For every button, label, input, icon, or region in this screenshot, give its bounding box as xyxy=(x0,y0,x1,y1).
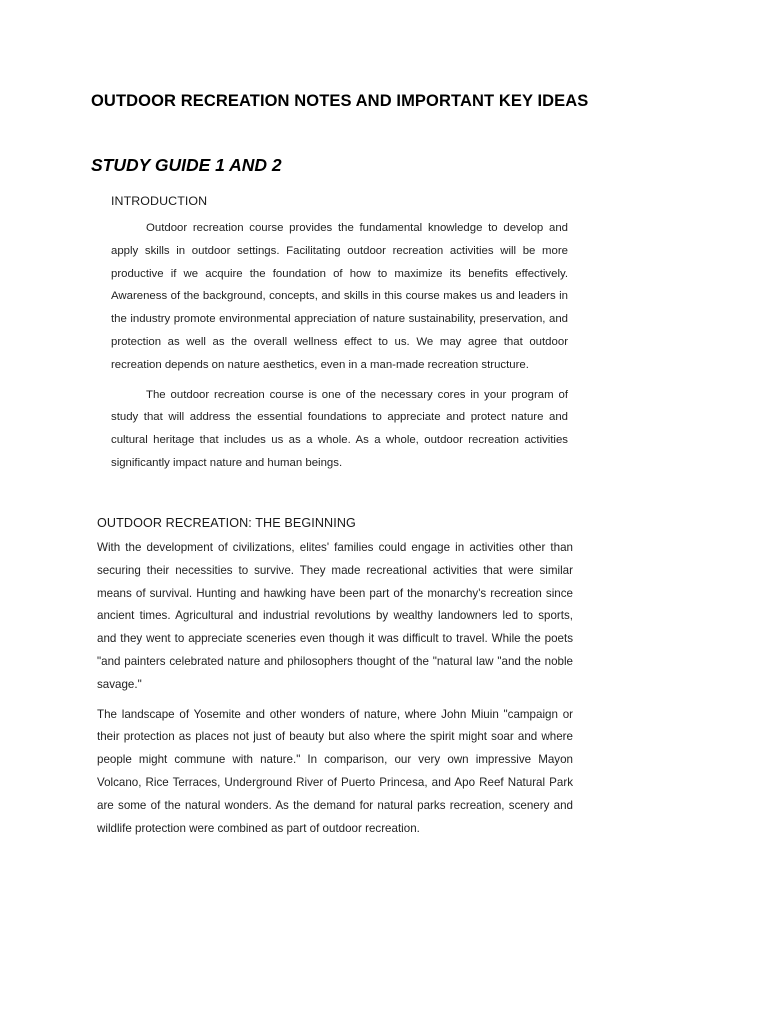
introduction-paragraph-2: The outdoor recreation course is one of the necessary cores in your program of study that will address the essential foundations to appreciate and protect nature and cultural heritage that includes us as a whole. As a whole, outdoor recreation activities significantly impact nature and human beings. xyxy=(111,388,568,469)
introduction-paragraph-1: Outdoor recreation course provides the fundamental knowledge to develop and apply skills in outdoor settings. Facilitating outdoor recreation activities will be more productive if we acquire the foundation of how to maximize its benefits effectively. Awareness of the background, concepts, and skills in this course makes us and leaders in the industry promote environmental appreciation of nature sustainability, preservation, and protection as well as the overall wellness effect to us. We may agree that outdoor recreation depends on nature aesthetics, even in a man-made recreation structure. xyxy=(111,222,568,371)
beginning-paragraph-1: With the development of civilizations, elites' families could engage in activities other than securing their necessities to survive. They made recreational activities that were similar means of survival. Hunting and hawking have been part of the monarchy's recreation since ancient times. Agricultural and industrial revolutions by wealthy landowners led to sports, and they went to appreciate sceneries even though it was difficult to travel. While the poets "and painters celebrated nature and philosophers thought of the "natural law "and the noble savage." xyxy=(97,541,573,691)
document-title: OUTDOOR RECREATION NOTES AND IMPORTANT KEY IDEAS xyxy=(91,92,589,110)
section-heading-introduction: INTRODUCTION xyxy=(111,194,208,208)
section-heading-the-beginning: OUTDOOR RECREATION: THE BEGINNING xyxy=(97,516,356,530)
document-subtitle: STUDY GUIDE 1 AND 2 xyxy=(91,155,282,175)
section-introduction xyxy=(111,194,568,475)
section-the-beginning xyxy=(97,516,573,840)
beginning-paragraph-2: The landscape of Yosemite and other wonders of nature, where John Miuin "campaign or their protection as places not just of beauty but also where the spirit might soar and where people might commune with nature." In comparison, our very own impressive Mayon Volcano, Rice Terraces, Underground River of Puerto Princesa, and Apo Reef Natural Park are some of the natural wonders. As the demand for natural parks recreation, scenery and wildlife protection were combined as part of outdoor recreation. xyxy=(97,707,573,835)
